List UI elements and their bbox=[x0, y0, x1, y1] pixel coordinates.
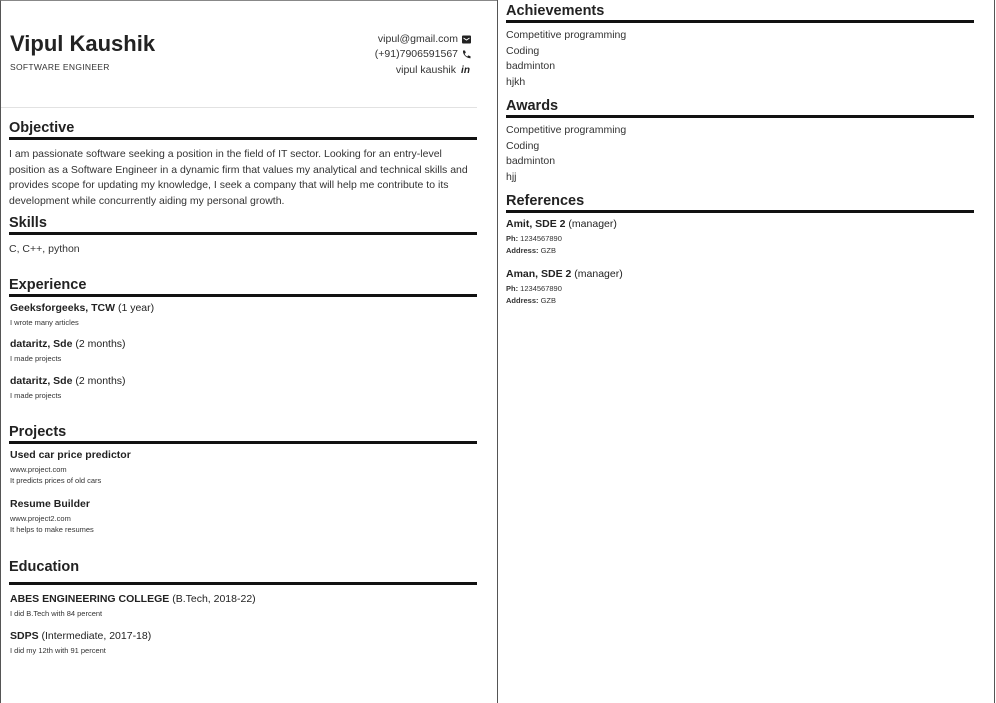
linkedin-icon: in bbox=[461, 64, 470, 76]
awards-section bbox=[506, 97, 974, 185]
section-rule bbox=[506, 20, 974, 23]
reference-address: GZB bbox=[538, 296, 557, 305]
experience-desc: I made projects bbox=[10, 391, 62, 400]
reference-item bbox=[506, 268, 623, 307]
list-item: hjkh bbox=[506, 75, 526, 88]
experience-duration: (2 months) bbox=[72, 338, 126, 350]
education-desc: I did B.Tech with 84 percent bbox=[10, 609, 103, 618]
list-item: badminton bbox=[506, 155, 556, 167]
section-rule bbox=[9, 294, 477, 297]
references-section bbox=[506, 192, 974, 213]
objective-text: I am passionate software seeking a position in the field of IT sector. Looking for an entry-level position as a Software Engineer in a dynamic firm that values my analytical and technical skills and provides scope for updating my knowledge, I seek a company that will help me contribute to its development while concurrently aiding my personal growth. bbox=[9, 148, 468, 207]
objective-section bbox=[9, 119, 477, 209]
experience-desc: I wrote many articles bbox=[10, 318, 79, 327]
education-title: SDPS bbox=[10, 630, 39, 642]
list-item bbox=[10, 498, 94, 535]
reference-phone: 1234567890 bbox=[518, 284, 562, 293]
achievements-section bbox=[506, 2, 974, 90]
candidate-name: Vipul Kaushik bbox=[10, 31, 156, 56]
achievements-heading: Achievements bbox=[506, 3, 605, 19]
education-detail: (Intermediate, 2017-18) bbox=[38, 630, 152, 642]
list-item bbox=[10, 375, 126, 401]
reference-name: Amit, SDE 2 bbox=[506, 218, 566, 230]
list-item: Coding bbox=[506, 139, 540, 152]
education-section bbox=[9, 558, 477, 585]
resume-page-2 bbox=[497, 0, 995, 703]
references-heading: References bbox=[506, 193, 585, 209]
skills-text: C, C++, python bbox=[9, 243, 80, 255]
education-detail: (B.Tech, 2018-22) bbox=[169, 593, 256, 605]
reference-phone: 1234567890 bbox=[518, 234, 562, 243]
address-label: Address: bbox=[506, 296, 539, 305]
project-link[interactable]: www.project.com bbox=[10, 465, 67, 474]
awards-list bbox=[506, 123, 974, 185]
linkedin-text[interactable]: vipul kaushik bbox=[395, 64, 456, 76]
list-item bbox=[10, 302, 154, 328]
email-text[interactable]: vipul@gmail.com bbox=[377, 33, 458, 45]
education-desc: I did my 12th with 91 percent bbox=[10, 646, 106, 655]
phone-text[interactable]: (+91)7906591567 bbox=[374, 48, 458, 60]
address-label: Address: bbox=[506, 246, 539, 255]
education-heading: Education bbox=[9, 559, 80, 575]
header-divider bbox=[1, 107, 477, 108]
experience-heading: Experience bbox=[9, 277, 87, 293]
section-rule bbox=[9, 137, 477, 140]
phone-icon bbox=[461, 49, 472, 60]
project-link[interactable]: www.project2.com bbox=[10, 514, 71, 523]
awards-heading: Awards bbox=[506, 98, 559, 114]
list-item bbox=[10, 338, 126, 364]
section-rule bbox=[506, 210, 974, 213]
projects-section bbox=[9, 423, 477, 444]
project-title: Resume Builder bbox=[10, 498, 90, 510]
mail-icon bbox=[461, 34, 472, 45]
ph-label: Ph: bbox=[506, 234, 519, 243]
experience-section bbox=[9, 276, 477, 297]
skills-heading: Skills bbox=[9, 215, 47, 231]
experience-title: dataritz, Sde bbox=[10, 375, 73, 387]
objective-heading: Objective bbox=[9, 120, 75, 136]
list-item: Competitive programming bbox=[506, 124, 627, 136]
section-rule bbox=[9, 441, 477, 444]
reference-role: (manager) bbox=[565, 218, 617, 230]
section-rule bbox=[9, 232, 477, 235]
achievements-list bbox=[506, 28, 974, 90]
experience-duration: (2 months) bbox=[72, 375, 126, 387]
list-item: badminton bbox=[506, 60, 556, 72]
section-rule bbox=[506, 115, 974, 118]
list-item bbox=[10, 593, 256, 619]
contact-email[interactable] bbox=[378, 33, 472, 45]
experience-title: dataritz, Sde bbox=[10, 338, 73, 350]
project-desc: It predicts prices of old cars bbox=[10, 476, 102, 485]
reference-role: (manager) bbox=[571, 268, 623, 280]
ph-label: Ph: bbox=[506, 284, 519, 293]
project-title: Used car price predictor bbox=[10, 449, 131, 461]
list-item bbox=[10, 630, 151, 656]
reference-address: GZB bbox=[538, 246, 557, 255]
experience-title: Geeksforgeeks, TCW bbox=[10, 302, 116, 314]
list-item bbox=[10, 449, 131, 486]
section-rule bbox=[9, 582, 477, 585]
list-item: Competitive programming bbox=[506, 29, 627, 41]
skills-section bbox=[9, 214, 477, 258]
candidate-title: SOFTWARE ENGINEER bbox=[10, 62, 110, 72]
experience-desc: I made projects bbox=[10, 354, 62, 363]
education-title: ABES ENGINEERING COLLEGE bbox=[10, 593, 170, 605]
list-item: hjj bbox=[506, 170, 517, 183]
reference-item bbox=[506, 218, 617, 257]
contact-linkedin[interactable] bbox=[396, 64, 472, 76]
experience-duration: (1 year) bbox=[115, 302, 155, 314]
project-desc: It helps to make resumes bbox=[10, 525, 94, 534]
reference-name: Aman, SDE 2 bbox=[506, 268, 572, 280]
list-item: Coding bbox=[506, 44, 540, 57]
projects-heading: Projects bbox=[9, 424, 67, 440]
contact-phone[interactable] bbox=[375, 48, 472, 60]
